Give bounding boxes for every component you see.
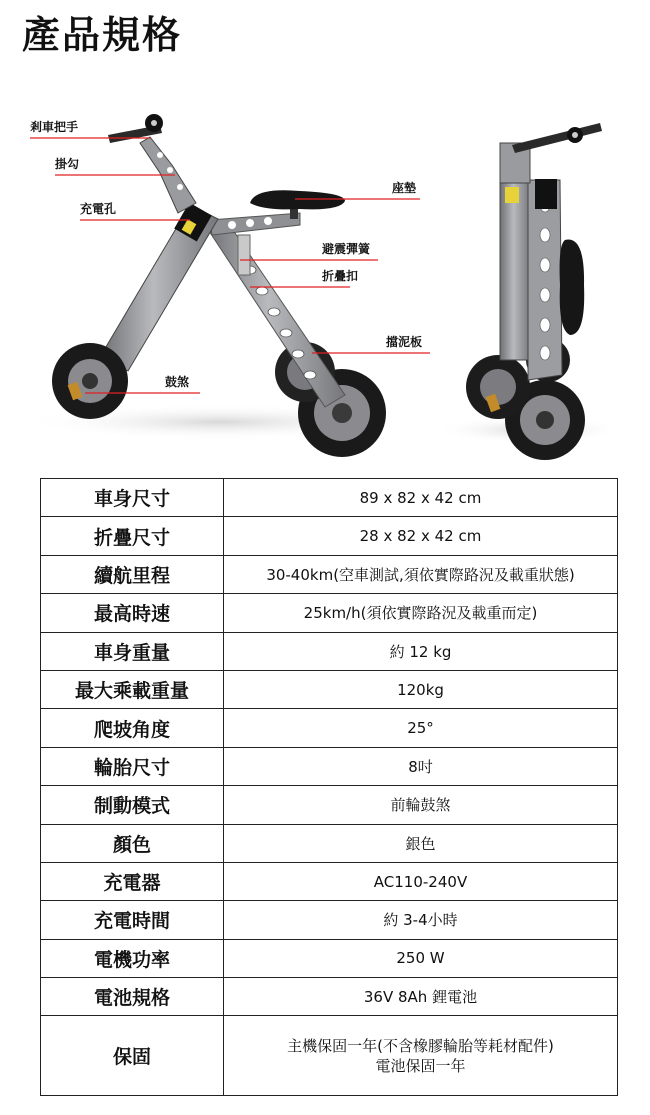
spec-row [41,479,618,517]
spec-key: 充電時間 [41,901,224,939]
callout-seat: 座墊 [392,181,417,195]
spec-row [41,747,618,785]
spec-value: 25° [224,709,618,747]
warranty-line-main: 主機保固一年(不含橡膠輪胎等耗材配件) [287,1036,554,1055]
product-figure [0,95,650,465]
spec-key: 保固 [41,1016,224,1096]
seat [250,190,345,209]
spec-value: 約 3-4小時 [224,901,618,939]
spec-key: 車身重量 [41,632,224,670]
spec-row [41,670,618,708]
spec-value: 約 12 kg [224,632,618,670]
spec-row [41,786,618,824]
warranty-line-battery: 電池保固一年 [375,1056,466,1075]
spec-row [41,824,618,862]
spec-table [40,478,618,1096]
spec-row [41,517,618,555]
spec-value: 25km/h(須依實際路況及載重而定) [224,594,618,632]
spec-value: 250 W [224,939,618,977]
spec-key: 電機功率 [41,939,224,977]
spec-value: 30-40km(空車測試,須依實際路況及載重狀態) [224,555,618,593]
spec-key: 最高時速 [41,594,224,632]
spec-row [41,709,618,747]
spec-key: 充電器 [41,862,224,900]
spec-value: 8吋 [224,747,618,785]
page-title: 產品規格 [22,13,183,57]
spec-key: 電池規格 [41,978,224,1016]
spec-value: 89 x 82 x 42 cm [224,479,618,517]
folded-seat [560,240,585,335]
spec-value: AC110-240V [224,862,618,900]
callout-brake-lever: 剎車把手 [30,120,79,134]
spec-value: 36V 8Ah 鋰電池 [224,978,618,1016]
spec-value: 前輪鼓煞 [224,786,618,824]
spec-value: 28 x 82 x 42 cm [224,517,618,555]
spec-row [41,594,618,632]
spec-key: 輪胎尺寸 [41,747,224,785]
spec-key: 續航里程 [41,555,224,593]
callout-shock-spring: 避震彈簧 [322,242,371,256]
spec-value-warranty [224,1016,618,1096]
spec-key: 爬坡角度 [41,709,224,747]
spec-key: 制動模式 [41,786,224,824]
spec-key: 最大乘載重量 [41,670,224,708]
spec-key: 顏色 [41,824,224,862]
spec-row-warranty [41,1016,618,1096]
callout-fender: 擋泥板 [386,335,423,349]
folded-battery [500,180,530,360]
callout-drum-brake: 鼓煞 [165,375,190,389]
spec-row [41,978,618,1016]
spec-row [41,862,618,900]
callout-hook: 掛勾 [55,157,80,171]
spec-row [41,901,618,939]
spec-row [41,939,618,977]
scooter-folded-view [466,123,602,460]
spec-row [41,632,618,670]
spec-row [41,555,618,593]
callout-charge-port: 充電孔 [80,202,117,216]
spec-value: 120kg [224,670,618,708]
spec-key: 車身尺寸 [41,479,224,517]
spec-value: 銀色 [224,824,618,862]
spec-key: 折疊尺寸 [41,517,224,555]
callout-fold-latch: 折疊扣 [322,269,359,283]
